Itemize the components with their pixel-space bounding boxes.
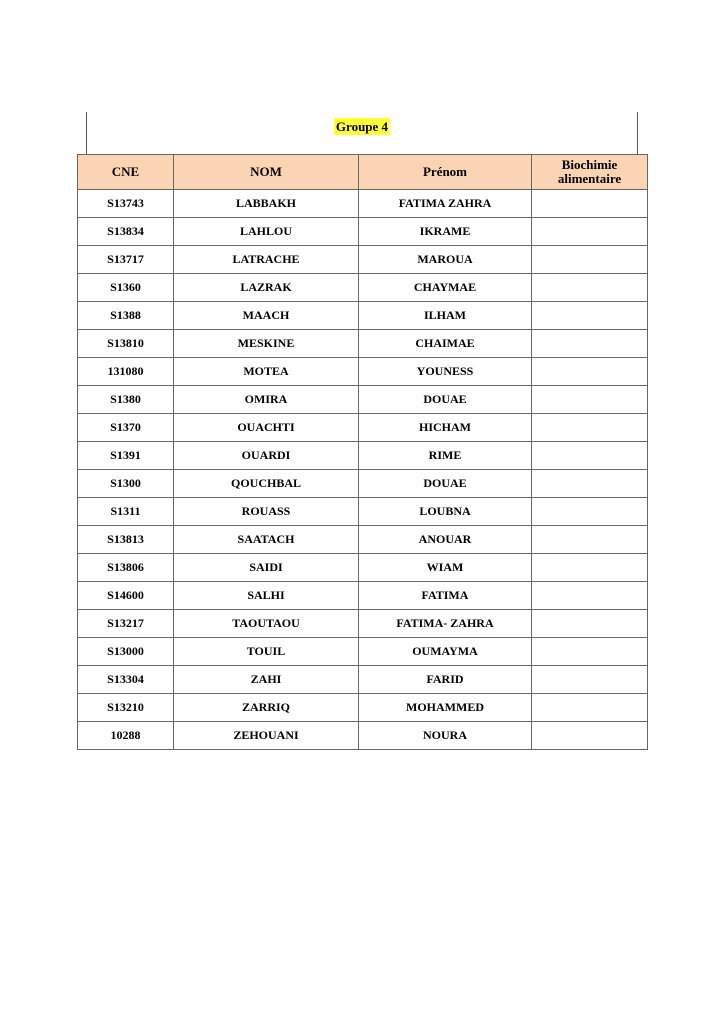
cell-cne: S13810 [78,330,174,358]
cell-note [532,610,648,638]
table-row [78,498,648,526]
cell-note [532,386,648,414]
cell-cne: S1388 [78,302,174,330]
cell-note [532,414,648,442]
cell-nom: OUACHTI [174,414,359,442]
cell-note [532,638,648,666]
cell-prenom: RIME [359,442,532,470]
table-row [78,330,648,358]
cell-note [532,694,648,722]
table-row [78,442,648,470]
cell-cne: S1370 [78,414,174,442]
cell-note [532,274,648,302]
table-row [78,582,648,610]
cell-prenom: IKRAME [359,218,532,246]
cell-nom: SAIDI [174,554,359,582]
header-biochimie-line2: alimentaire [557,171,622,186]
table-row [78,358,648,386]
table-row [78,638,648,666]
cell-cne: S13717 [78,246,174,274]
cell-nom: ROUASS [174,498,359,526]
cell-nom: TOUIL [174,638,359,666]
header-cne: CNE [78,155,174,190]
cell-note [532,470,648,498]
cell-nom: OUARDI [174,442,359,470]
table-row [78,666,648,694]
cell-note [532,302,648,330]
group-title [87,119,637,135]
table-row [78,218,648,246]
cell-prenom: ILHAM [359,302,532,330]
cell-note [532,722,648,750]
cell-note [532,218,648,246]
cell-nom: MAACH [174,302,359,330]
cell-note [532,358,648,386]
table-row [78,470,648,498]
cell-prenom: FATIMA- ZAHRA [359,610,532,638]
table-row [78,274,648,302]
cell-prenom: OUMAYMA [359,638,532,666]
table-row [78,526,648,554]
table-row [78,386,648,414]
header-biochimie [532,155,648,190]
cell-nom: SALHI [174,582,359,610]
table-row [78,694,648,722]
cell-prenom: YOUNESS [359,358,532,386]
cell-cne: S1391 [78,442,174,470]
cell-nom: LABBAKH [174,190,359,218]
table-row [78,414,648,442]
table-row [78,302,648,330]
cell-nom: ZARRIQ [174,694,359,722]
cell-nom: OMIRA [174,386,359,414]
header-prenom: Prénom [359,155,532,190]
table-header-row [78,155,648,190]
cell-cne: 131080 [78,358,174,386]
cell-cne: 10288 [78,722,174,750]
cell-cne: S13304 [78,666,174,694]
group-title-box [86,112,638,154]
table-row [78,246,648,274]
cell-prenom: LOUBNA [359,498,532,526]
cell-prenom: HICHAM [359,414,532,442]
cell-note [532,190,648,218]
cell-cne: S1360 [78,274,174,302]
cell-prenom: FATIMA [359,582,532,610]
cell-note [532,526,648,554]
cell-prenom: CHAYMAE [359,274,532,302]
cell-nom: SAATACH [174,526,359,554]
cell-cne: S13000 [78,638,174,666]
cell-prenom: WIAM [359,554,532,582]
header-nom: NOM [174,155,359,190]
cell-nom: LATRACHE [174,246,359,274]
cell-note [532,582,648,610]
cell-nom: TAOUTAOU [174,610,359,638]
cell-note [532,498,648,526]
cell-cne: S13806 [78,554,174,582]
cell-cne: S13813 [78,526,174,554]
cell-nom: LAHLOU [174,218,359,246]
cell-cne: S13743 [78,190,174,218]
cell-prenom: FARID [359,666,532,694]
table-row [78,722,648,750]
cell-nom: MESKINE [174,330,359,358]
cell-prenom: FATIMA ZAHRA [359,190,532,218]
cell-nom: LAZRAK [174,274,359,302]
table-row [78,610,648,638]
student-table [77,154,648,750]
cell-cne: S13210 [78,694,174,722]
group-title-label: Groupe 4 [335,119,389,134]
table-row [78,554,648,582]
cell-prenom: NOURA [359,722,532,750]
table-row [78,190,648,218]
table-body [78,190,648,750]
cell-note [532,246,648,274]
cell-cne: S1380 [78,386,174,414]
header-biochimie-line1: Biochimie [561,157,618,172]
cell-note [532,330,648,358]
cell-nom: ZAHI [174,666,359,694]
cell-cne: S1311 [78,498,174,526]
cell-note [532,554,648,582]
cell-prenom: DOUAE [359,386,532,414]
cell-cne: S14600 [78,582,174,610]
cell-prenom: MAROUA [359,246,532,274]
cell-note [532,666,648,694]
cell-nom: ZEHOUANI [174,722,359,750]
cell-cne: S13834 [78,218,174,246]
cell-nom: QOUCHBAL [174,470,359,498]
cell-prenom: MOHAMMED [359,694,532,722]
cell-nom: MOTEA [174,358,359,386]
cell-note [532,442,648,470]
cell-prenom: ANOUAR [359,526,532,554]
cell-prenom: DOUAE [359,470,532,498]
cell-prenom: CHAIMAE [359,330,532,358]
cell-cne: S13217 [78,610,174,638]
cell-cne: S1300 [78,470,174,498]
